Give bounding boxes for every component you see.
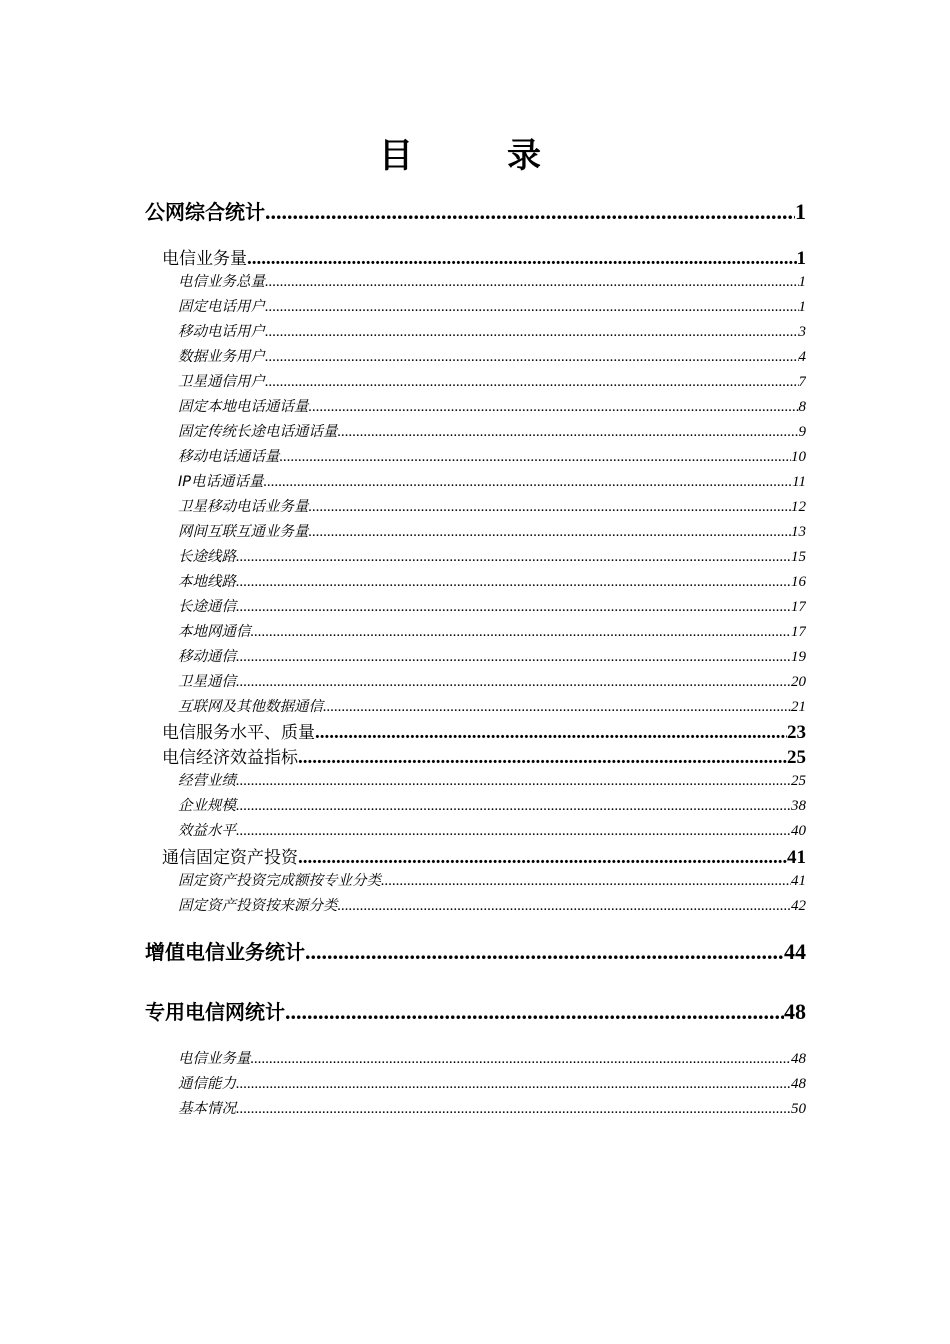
toc-leader-dots (265, 199, 795, 225)
toc-page-number: 20 (791, 674, 806, 690)
toc-entry-text: 移动通信 (178, 649, 236, 665)
toc-entry-text: 卫星移动电话业务量 (178, 499, 309, 515)
toc-entry-text: 数据业务用户 (178, 349, 265, 365)
toc-leader-dots (315, 722, 787, 744)
toc-entry-text: 电信业务量 (178, 1051, 251, 1067)
toc-page-number: 11 (792, 474, 806, 490)
page-title: 目 录 (379, 136, 571, 176)
toc-leader-dots (236, 1076, 791, 1093)
toc-page-number: 25 (791, 773, 806, 789)
toc-entry[interactable] (145, 520, 806, 541)
toc-entry-text: 电信业务量 (162, 249, 247, 269)
toc-entry-text: 增值电信业务统计 (145, 940, 305, 964)
toc-entry-text: 经营业绩 (178, 773, 236, 789)
toc-leader-dots (236, 1101, 791, 1118)
toc-entry-text: 效益水平 (178, 823, 236, 839)
toc-page-number: 10 (791, 449, 806, 465)
toc-leader-dots (236, 823, 791, 840)
toc-entry[interactable] (145, 843, 806, 869)
toc-entry-text: 长途通信 (178, 599, 236, 615)
toc-entry[interactable] (145, 244, 806, 270)
toc-entry[interactable] (145, 936, 806, 965)
toc-leader-dots (236, 599, 791, 616)
toc-page-number: 21 (791, 699, 806, 715)
toc-page-number: 38 (791, 798, 806, 814)
toc-page-number: 50 (791, 1101, 806, 1117)
toc-entry-text: 电信服务水平、质量 (162, 723, 315, 743)
toc-page-number: 40 (791, 823, 806, 839)
toc-page-number: 25 (787, 747, 806, 768)
toc-leader-dots (236, 798, 791, 815)
toc-page-number: 42 (791, 898, 806, 914)
toc-page-number: 1 (796, 248, 806, 269)
toc-entry[interactable] (145, 495, 806, 516)
toc-page-number: 1 (798, 274, 806, 290)
toc-leader-dots (381, 873, 791, 890)
toc-entry-text: 企业规模 (178, 798, 236, 814)
toc-entry[interactable] (145, 570, 806, 591)
toc-page-number: 1 (798, 299, 806, 315)
toc-entry-text: 电信业务总量 (178, 274, 265, 290)
toc-entry[interactable] (145, 1047, 806, 1068)
toc-leader-dots (236, 649, 791, 666)
toc-entry-text: 电信经济效益指标 (162, 748, 298, 768)
toc-page-number: 3 (798, 324, 806, 340)
toc-leader-dots (323, 699, 791, 716)
toc-entry-text: 固定电话用户 (178, 299, 265, 315)
toc-leader-dots (236, 574, 791, 591)
toc-page-number: 41 (791, 873, 806, 889)
toc-entry[interactable] (145, 620, 806, 641)
toc-entry-text: 固定本地电话通话量 (178, 399, 309, 415)
toc-entry-text: 本地线路 (178, 574, 236, 590)
toc-entry[interactable] (145, 445, 806, 466)
toc-page-number: 41 (787, 847, 806, 868)
toc-page-number: 15 (791, 549, 806, 565)
toc-entry[interactable] (145, 545, 806, 566)
toc-entry[interactable] (145, 320, 806, 341)
toc-entry[interactable] (145, 670, 806, 691)
toc-entry[interactable] (145, 196, 806, 225)
toc-leader-dots (338, 898, 792, 915)
toc-page-number: 7 (798, 374, 806, 390)
toc-page-number: 48 (791, 1051, 806, 1067)
toc-entry[interactable] (145, 743, 806, 769)
toc-entry[interactable] (145, 819, 806, 840)
toc-leader-dots (305, 939, 784, 965)
toc-entry[interactable] (145, 996, 806, 1025)
toc-leader-dots (298, 847, 787, 869)
toc-page-number: 17 (791, 624, 806, 640)
toc-entry[interactable] (145, 420, 806, 441)
toc-entry[interactable] (145, 769, 806, 790)
toc-entry[interactable] (145, 395, 806, 416)
toc-entry[interactable] (145, 1097, 806, 1118)
toc-entry-text: 互联网及其他数据通信 (178, 699, 323, 715)
toc-entry[interactable] (145, 370, 806, 391)
toc-entry-text: 本地网通信 (178, 624, 251, 640)
toc-entry[interactable] (145, 295, 806, 316)
toc-leader-dots (338, 424, 799, 441)
toc-entry[interactable] (145, 270, 806, 291)
toc-leader-dots (298, 747, 787, 769)
toc-entry[interactable] (145, 869, 806, 890)
toc-page-number: 44 (784, 939, 806, 964)
toc-page-number: 9 (798, 424, 806, 440)
toc-page-number: 23 (787, 722, 806, 743)
toc-entry[interactable] (145, 345, 806, 366)
toc-leader-dots (265, 299, 799, 316)
toc-leader-dots (236, 674, 791, 691)
toc-entry[interactable] (145, 1072, 806, 1093)
toc-entry[interactable] (145, 645, 806, 666)
toc-entry-text: 通信能力 (178, 1076, 236, 1092)
toc-entry[interactable] (145, 470, 806, 491)
toc-entry-text: IP电话通话量 (178, 474, 264, 490)
toc-entry[interactable] (145, 695, 806, 716)
toc-entry[interactable] (145, 894, 806, 915)
toc-leader-dots (251, 624, 792, 641)
toc-leader-dots (309, 499, 792, 516)
toc-page-number: 1 (795, 199, 806, 224)
toc-page-number: 19 (791, 649, 806, 665)
toc-entry-text: 卫星通信用户 (178, 374, 265, 390)
toc-page-number: 17 (791, 599, 806, 615)
toc-entry-text: 卫星通信 (178, 674, 236, 690)
toc-page-number: 12 (791, 499, 806, 515)
toc-entry-text: 固定资产投资按来源分类 (178, 898, 338, 914)
toc-leader-dots (236, 773, 791, 790)
toc-page-number: 4 (798, 349, 806, 365)
toc-page-number: 13 (791, 524, 806, 540)
toc-entry-text: 专用电信网统计 (145, 1000, 285, 1024)
toc-leader-dots (280, 449, 792, 466)
toc-entry-text: 移动电话通话量 (178, 449, 280, 465)
toc-page-number: 48 (791, 1076, 806, 1092)
toc-entry-text: 移动电话用户 (178, 324, 265, 340)
toc-entry-text: 通信固定资产投资 (162, 848, 298, 868)
toc-leader-dots (265, 324, 799, 341)
toc-leader-dots (265, 274, 799, 291)
toc-entry-text: 公网综合统计 (145, 200, 265, 224)
toc-leader-dots (309, 524, 792, 541)
toc-page-number: 8 (798, 399, 806, 415)
toc-entry[interactable] (145, 595, 806, 616)
toc-leader-dots (265, 374, 799, 391)
toc-leader-dots (251, 1051, 792, 1068)
toc-leader-dots (309, 399, 799, 416)
toc-entry[interactable] (145, 718, 806, 744)
toc-leader-dots (265, 349, 799, 366)
toc-leader-dots (264, 474, 793, 491)
toc-entry-text: 固定资产投资完成额按专业分类 (178, 873, 381, 889)
toc-leader-dots (247, 248, 797, 270)
toc-entry-text: 基本情况 (178, 1101, 236, 1117)
toc-entry[interactable] (145, 794, 806, 815)
toc-entry-text: 固定传统长途电话通话量 (178, 424, 338, 440)
toc-leader-dots (285, 999, 784, 1025)
toc-entry-text: 网间互联互通业务量 (178, 524, 309, 540)
toc-page-number: 48 (784, 999, 806, 1024)
toc-leader-dots (236, 549, 791, 566)
toc-page-number: 16 (791, 574, 806, 590)
toc-entry-text: 长途线路 (178, 549, 236, 565)
